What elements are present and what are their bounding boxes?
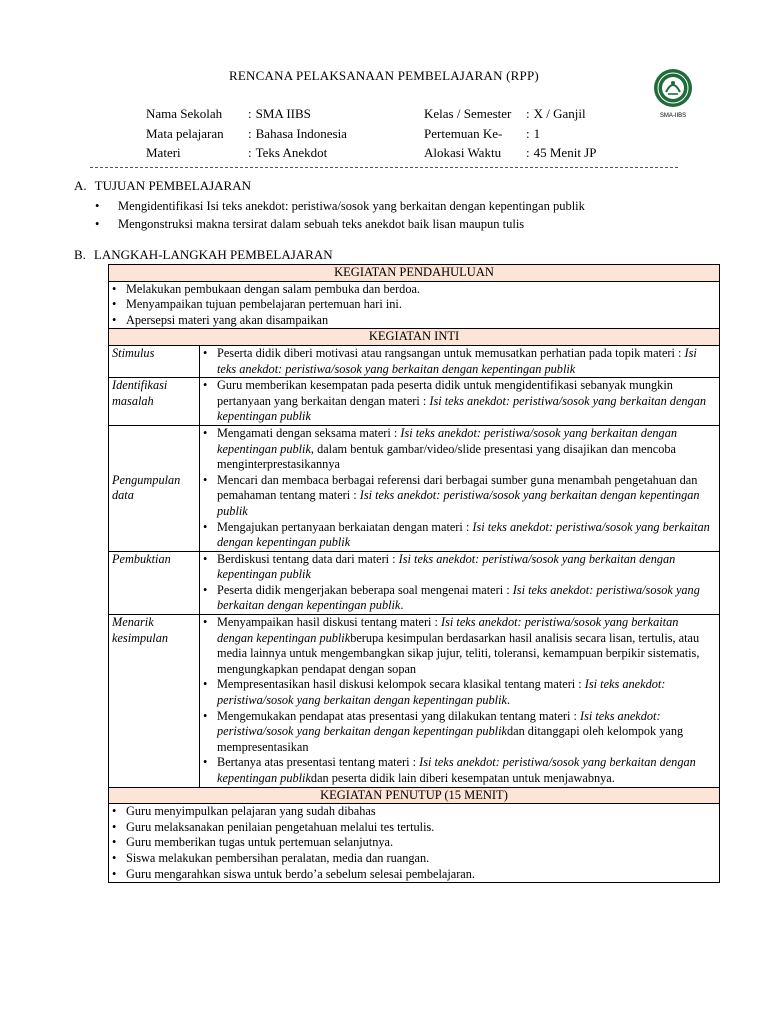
inti-header: KEGIATAN INTI — [109, 329, 720, 346]
list-item: • Apersepsi materi yang akan disampaikan — [112, 312, 329, 327]
section-letter: B. — [74, 247, 86, 262]
info-value: SMA IIBS — [255, 106, 311, 121]
info-row-school: Nama Sekolah : SMA IIBS — [146, 104, 347, 124]
section-b-title — [74, 247, 333, 263]
list-item: • Menyampaikan tujuan pembelajaran pertemuan hari ini. — [112, 297, 402, 312]
penutup-cell — [109, 804, 720, 883]
list-item: • Peserta didik mengerjakan beberapa soal mengenai materi : Isi teks anekdot: peristiwa/sosok yang berkaitan dengan kepentingan publik. — [203, 582, 700, 613]
list-item: • Guru menyimpulkan pelajaran yang sudah dibahas — [112, 804, 376, 819]
list-item: • Mengajukan pertanyaan berkaiatan dengan materi : Isi teks anekdot: peristiwa/sosok yang berkaitan dengan kepentingan publik — [203, 519, 710, 550]
school-logo — [647, 68, 699, 119]
info-label: Nama Sekolah — [146, 106, 223, 121]
section-heading: TUJUAN PEMBELAJARAN — [94, 178, 252, 193]
info-value: 45 Menit JP — [533, 145, 597, 160]
pendahuluan-header: KEGIATAN PENDAHULUAN — [109, 265, 720, 282]
table-row — [109, 425, 720, 551]
section-heading: LANGKAH-LANGKAH PEMBELAJARAN — [93, 247, 333, 262]
list-item: • Mengidentifikasi Isi teks anekdot: peristiwa/sosok yang berkaitan dengan kepentingan publik — [95, 199, 585, 213]
table-row — [109, 615, 720, 788]
stage-label: Identifikasi masalah — [109, 378, 200, 426]
objectives-list — [95, 197, 585, 233]
stage-label: Stimulus — [109, 345, 200, 377]
info-value: 1 — [533, 125, 541, 141]
list-item: • Mempresentasikan hasil diskusi kelompok secara klasikal tentang materi : Isi teks anekdot: peristiwa/sosok yang berkaitan dengan kepentingan publik. — [203, 677, 666, 708]
info-label: Mata pelajaran — [146, 125, 224, 141]
info-label: Alokasi Waktu — [424, 145, 502, 160]
page-title: RENCANA PELAKSANAAN PEMBELAJARAN (RPP) — [229, 68, 539, 83]
list-item: • Mengonstruksi makna tersirat dalam sebuah teks anekdot baik lisan maupun tulis — [95, 217, 525, 231]
info-label: Materi — [146, 145, 181, 160]
stage-activities — [200, 425, 720, 551]
table-row — [109, 551, 720, 614]
info-row-class: Kelas / Semester : X / Ganjil — [424, 104, 596, 124]
info-row-time: Alokasi Waktu : 45 Menit JP — [424, 143, 596, 163]
stage-label: Menarik kesimpulan — [109, 615, 200, 788]
list-item: • Mencari dan membaca berbagai referensi dari berbagai sumber guna menambah pengetahuan dan pemahaman tentang materi : Isi teks anekdot: peristiwa/sosok yang berkaitan dengan kepentingan publik — [203, 472, 700, 518]
penutup-header: KEGIATAN PENUTUP (15 MENIT) — [109, 787, 720, 804]
list-item: • Mengamati dengan seksama materi : Isi teks anekdot: peristiwa/sosok yang berkaitan dengan kepentingan publik, dalam bentuk gambar/video/slide presentasi yang disajikan dan mencoba menginterprestasikannya — [203, 425, 678, 472]
info-label: Pertemuan Ke- — [424, 125, 503, 141]
list-item: • Guru melaksanakan penilaian pengetahuan melalui tes tertulis. — [112, 819, 435, 834]
dashed-divider — [90, 167, 678, 168]
section-a-title — [74, 178, 251, 194]
stage-activities — [200, 378, 720, 426]
school-emblem-icon — [653, 68, 693, 108]
list-item: • Guru memberikan tugas untuk pertemuan selanjutnya. — [112, 835, 394, 850]
stage-activities — [200, 615, 720, 788]
pendahuluan-cell — [109, 281, 720, 329]
info-row-subject: Mata pelajaran : Bahasa Indonesia — [146, 124, 347, 144]
class-info — [424, 104, 596, 163]
learning-steps-table — [108, 264, 720, 883]
stage-activities — [200, 345, 720, 377]
stage-label: Pembuktian — [109, 551, 200, 614]
list-item: • Siswa melakukan pembersihan peralatan, media dan ruangan. — [112, 850, 430, 865]
info-row-material: Materi : Teks Anekdot — [146, 143, 347, 163]
list-item: • Melakukan pembukaan dengan salam pembuka dan berdoa. — [112, 281, 420, 296]
list-item: • Peserta didik diberi motivasi atau rangsangan untuk memusatkan perhatian pada topik materi : Isi teks anekdot: peristiwa/sosok yang berkaitan dengan kepentingan publik — [203, 345, 697, 376]
list-item: • Guru memberikan kesempatan pada peserta didik untuk mengidentifikasi sebanyak mungkin pertanyaan yang berkaitan dengan materi : Isi teks anekdot: peristiwa/sosok yang berkaitan dengan kepentingan publik — [203, 378, 707, 424]
table-row — [109, 345, 720, 377]
list-item: • Menyampaikan hasil diskusi tentang materi : Isi teks anekdot: peristiwa/sosok yang berkaitan dengan kepentingan publikberupa kesimpulan berdasarkan hasil analisis secara lisan, tertulis, atau media lainnya untuk mengembangkan sikap jujur, teliti, toleransi, kemampuan berpikir sistematis, mengungkapkan pendapat dengan sopan — [203, 615, 700, 676]
list-item: • Bertanya atas presentasi tentang materi : Isi teks anekdot: peristiwa/sosok yang berkaitan dengan kepentingan publikdan peserta didik lain diberi kesempatan untuk menjawabnya. — [203, 755, 696, 785]
info-row-meeting: Pertemuan Ke- : 1 — [424, 124, 596, 144]
logo-caption: SMA-IIBS — [659, 113, 687, 119]
list-item: • Guru mengarahkan siswa untuk berdo’a sebelum selesai pembelajaran. — [112, 866, 475, 881]
info-value: X / Ganjil — [533, 106, 586, 121]
section-letter: A. — [74, 178, 87, 193]
list-item: • Berdiskusi tentang data dari materi : Isi teks anekdot: peristiwa/sosok yang berkaitan dengan kepentingan publik — [203, 551, 676, 582]
info-label: Kelas / Semester — [424, 106, 512, 121]
table-row — [109, 378, 720, 426]
school-info — [146, 104, 347, 163]
list-item: • Mengemukakan pendapat atas presentasi yang dilakukan tentang materi : Isi teks anekdot: peristiwa/sosok yang berkaitan dengan kepentingan publikdan ditanggapi oleh kelompok yang mempresentasikan — [203, 708, 684, 754]
info-value: Teks Anekdot — [255, 145, 328, 160]
info-value: Bahasa Indonesia — [255, 125, 347, 141]
stage-activities — [200, 551, 720, 614]
stage-label: Pengumpulan data — [109, 425, 200, 551]
